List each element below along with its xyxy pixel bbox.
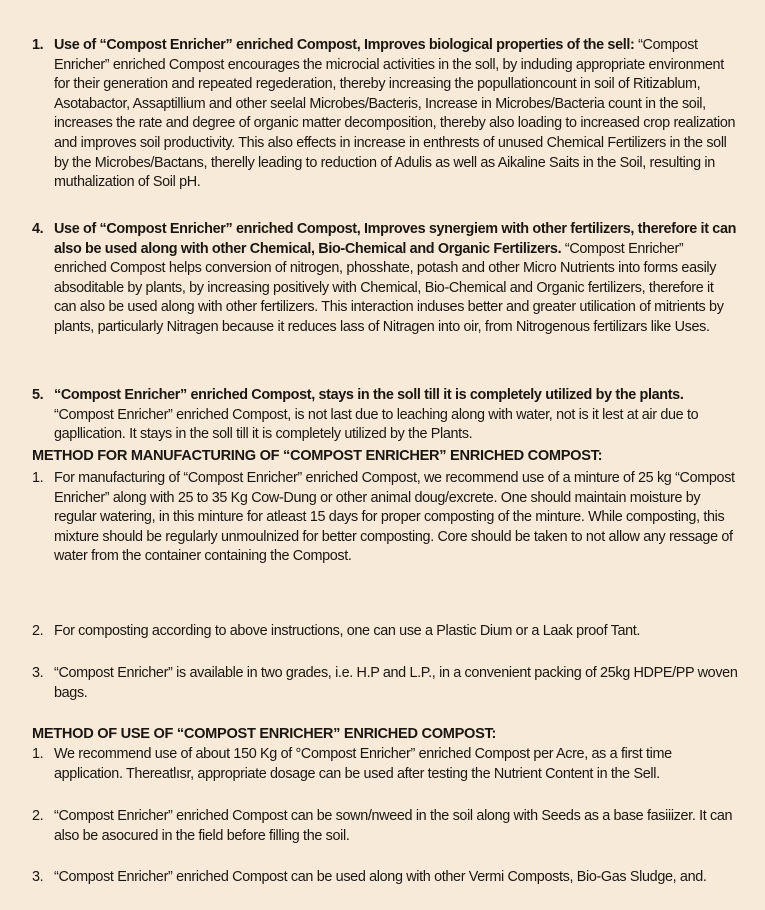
benefit-item <box>32 36 738 193</box>
item-title: “Compost Enricher” enriched Compost, stays in the soll till it is completely utilized by the plants. <box>54 387 684 403</box>
usage-item <box>32 745 738 784</box>
item-number: 1. <box>32 37 44 53</box>
item-text: “Compost Enricher” enriched Compost helps conversion of nitrogen, phosshate, potash and other Micro Nutrients into forms easily absoditable by plants, by increasing positively with Chemical, Bio-Chemical and Organic fertilizers, therefore it can also be used along with other fertilizers. This interaction induses better and greater utilication of mitrients by plants, particularly Nitragen because it reduces lass of Nitragen into oir, from Nitrogenous fertilizars like Uses. <box>54 240 724 335</box>
item-text: “Compost Enricher” is available in two grades, i.e. H.P and L.P., in a convenient packing of 25kg HDPE/PP woven bags. <box>54 665 738 701</box>
item-number: 4. <box>32 221 44 237</box>
item-body <box>54 36 738 193</box>
item-text: “Compost Enricher” enriched Compost can be sown/nweed in the soil along with Seeds as a base fasiiizer. It can also be asocured in the field before filling the soil. <box>54 808 733 844</box>
item-text: For manufacturing of “Compost Enricher” enriched Compost, we recommend use of a minture of 25 kg “Compost Enricher” along with 25 to 35 Kg Cow-Dung or other animal doug/excrete. One should maintain moisture by regular watering, in this minture for atleast 15 days for proper composting of the minture. While composting, this mixture should be regularly unmoulnized for better composting. Core should be taken to not allow any ressage of water from the container containing the Compost. <box>54 470 735 565</box>
item-text: “Compost Enricher” enriched Compost can be used along with other Vermi Composts, Bio-Gas Sludge, and. <box>54 869 707 885</box>
item-number: 2. <box>32 623 44 639</box>
item-body <box>54 386 738 445</box>
manufacturing-item <box>32 622 738 642</box>
usage-heading: METHOD OF USE OF “COMPOST ENRICHER” ENRICHED COMPOST: <box>32 726 497 742</box>
item-text: For composting according to above instructions, one can use a Plastic Dium or a Laak proof Tant. <box>54 623 641 639</box>
item-text: “Compost Enricher” enriched Compost encourages the microcial activities in the soll, by induding appropriate environment for their generation and repeated regederation, thereby increasing the popullationcount in soil of Ritizablum, Asotabactor, Assaptillium and other seelal Microbes/Bacteris, Increase in Microbes/Bacteria count in the soil, increases the rate and degree of organic matter decomposition, thereby also loading to increased crop realization and improves soil productivity. This also effects in increase in enthrests of unused Chemical Fertilizers in the soll by the Microbes/Bactans, therelly leading to reduction of Adulis as well as Aikaline Saits in the Soil, resulting in muthalization of Soil pH. <box>54 37 736 191</box>
item-text: We recommend use of about 150 Kg of °Compost Enricher” enriched Compost per Acre, as a first time application. Thereatlısr, appropriate dosage can be used after testing the Nutrient Content in the Sell. <box>54 746 672 782</box>
manufacturing-item <box>32 664 738 703</box>
item-text: “Compost Enricher” enriched Compost, is not last due to leaching along with water, not is it lest at air due to gapllication. It stays in the soll till it is completely utilized by the Plants. <box>54 406 699 443</box>
item-number: 3. <box>32 869 44 885</box>
item-number: 2. <box>32 808 44 824</box>
usage-item <box>32 868 738 888</box>
item-body <box>54 220 738 338</box>
item-number: 1. <box>32 470 44 486</box>
item-number: 3. <box>32 665 44 681</box>
manufacturing-heading: METHOD FOR MANUFACTURING OF “COMPOST ENRICHER” ENRICHED COMPOST: <box>32 448 603 464</box>
manufacturing-item <box>32 469 738 567</box>
benefit-item <box>32 386 738 445</box>
usage-item <box>32 807 738 846</box>
item-title: Use of “Compost Enricher” enriched Compost, Improves synergiem with other fertilizers, therefore it can also be used along with other Chemical, Bio-Chemical and Organic Fertilizers. <box>54 221 737 257</box>
item-number: 1. <box>32 746 44 762</box>
item-number: 5. <box>32 387 44 403</box>
benefit-item <box>32 220 738 338</box>
item-title: Use of “Compost Enricher” enriched Compost, Improves biological properties of the sell: <box>54 37 635 53</box>
